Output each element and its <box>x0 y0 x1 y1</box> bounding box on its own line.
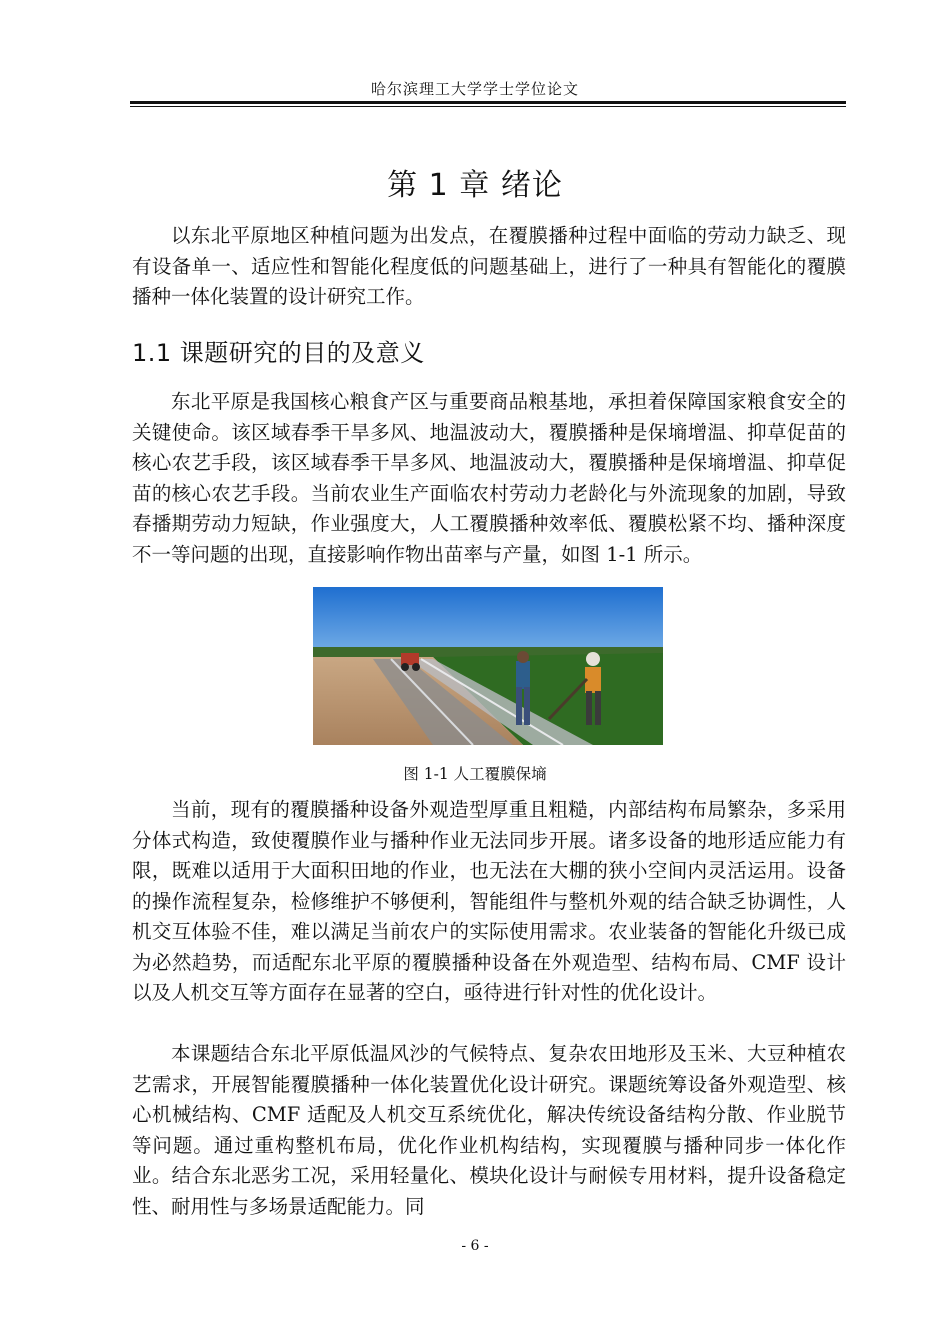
header-rule-thin <box>130 106 846 107</box>
chapter-title: 第 1 章 绪论 <box>387 168 563 203</box>
page-number: - 6 - <box>461 1238 489 1254</box>
body-paragraph-3: 本课题结合东北平原低温风沙的气候特点、复杂农田地形及玉米、大豆种植农艺需求，开展智能覆膜播种一体化装置优化设计研究。课题统筹设备外观造型、核心机械结构、CMF 适配及人机交互系统优化，解决传统设备结构分散、作业脱节等问题。通过重构整机布局，优化作业机构结构，实现覆膜与播种同步一体化作业。结合东北恶劣工况，采用轻量化、模块化设计与耐候专用材料，提升设备稳定性、耐用性与多场景适配能力。同 <box>132 1042 846 1218</box>
running-header: 哈尔滨理工大学学士学位论文 <box>370 80 579 98</box>
figure-caption: 图 1-1 人工覆膜保墒 <box>403 765 547 783</box>
body-paragraph-1: 东北平原是我国核心粮食产区与重要商品粮基地，承担着保障国家粮食安全的关键使命。该区域春季干旱多风、地温波动大，覆膜播种是保墒增温、抑草促苗的核心农艺手段，该区域春季干旱多风、地温波动大，覆膜播种是保墒增温、抑草促苗的核心农艺手段。当前农业生产面临农村劳动力老龄化与外流现象的加剧，导致春播期劳动力短缺，作业强度大，人工覆膜播种效率低、覆膜松紧不均、播种深度不一等问题的出现，直接影响作物出苗率与产量，如图 1-1 所示。 <box>132 390 846 566</box>
section-title: 1.1 课题研究的目的及意义 <box>132 339 425 367</box>
figure-photo <box>313 587 663 745</box>
body-paragraph-2: 当前，现有的覆膜播种设备外观造型厚重且粗糙，内部结构布局繁杂，多采用分体式构造，致使覆膜作业与播种作业无法同步开展。诸多设备的地形适应能力有限，既难以适用于大面积田地的作业，也无法在大棚的狭小空间内灵活运用。设备的操作流程复杂，检修维护不够便利，智能组件与整机外观的结合缺乏协调性，人机交互体验不佳，难以满足当前农户的实际使用需求。农业装备的智能化升级已成为必然趋势，而适配东北平原的覆膜播种设备在外观造型、结构布局、CMF 设计以及人机交互等方面存在显著的空白，亟待进行针对性的优化设计。 <box>132 798 846 1004</box>
header-rule-thick <box>130 101 846 104</box>
intro-paragraph: 以东北平原地区种植问题为出发点，在覆膜播种过程中面临的劳动力缺乏、现有设备单一、适应性和智能化程度低的问题基础上，进行了一种具有智能化的覆膜播种一体化装置的设计研究工作。 <box>132 224 846 308</box>
